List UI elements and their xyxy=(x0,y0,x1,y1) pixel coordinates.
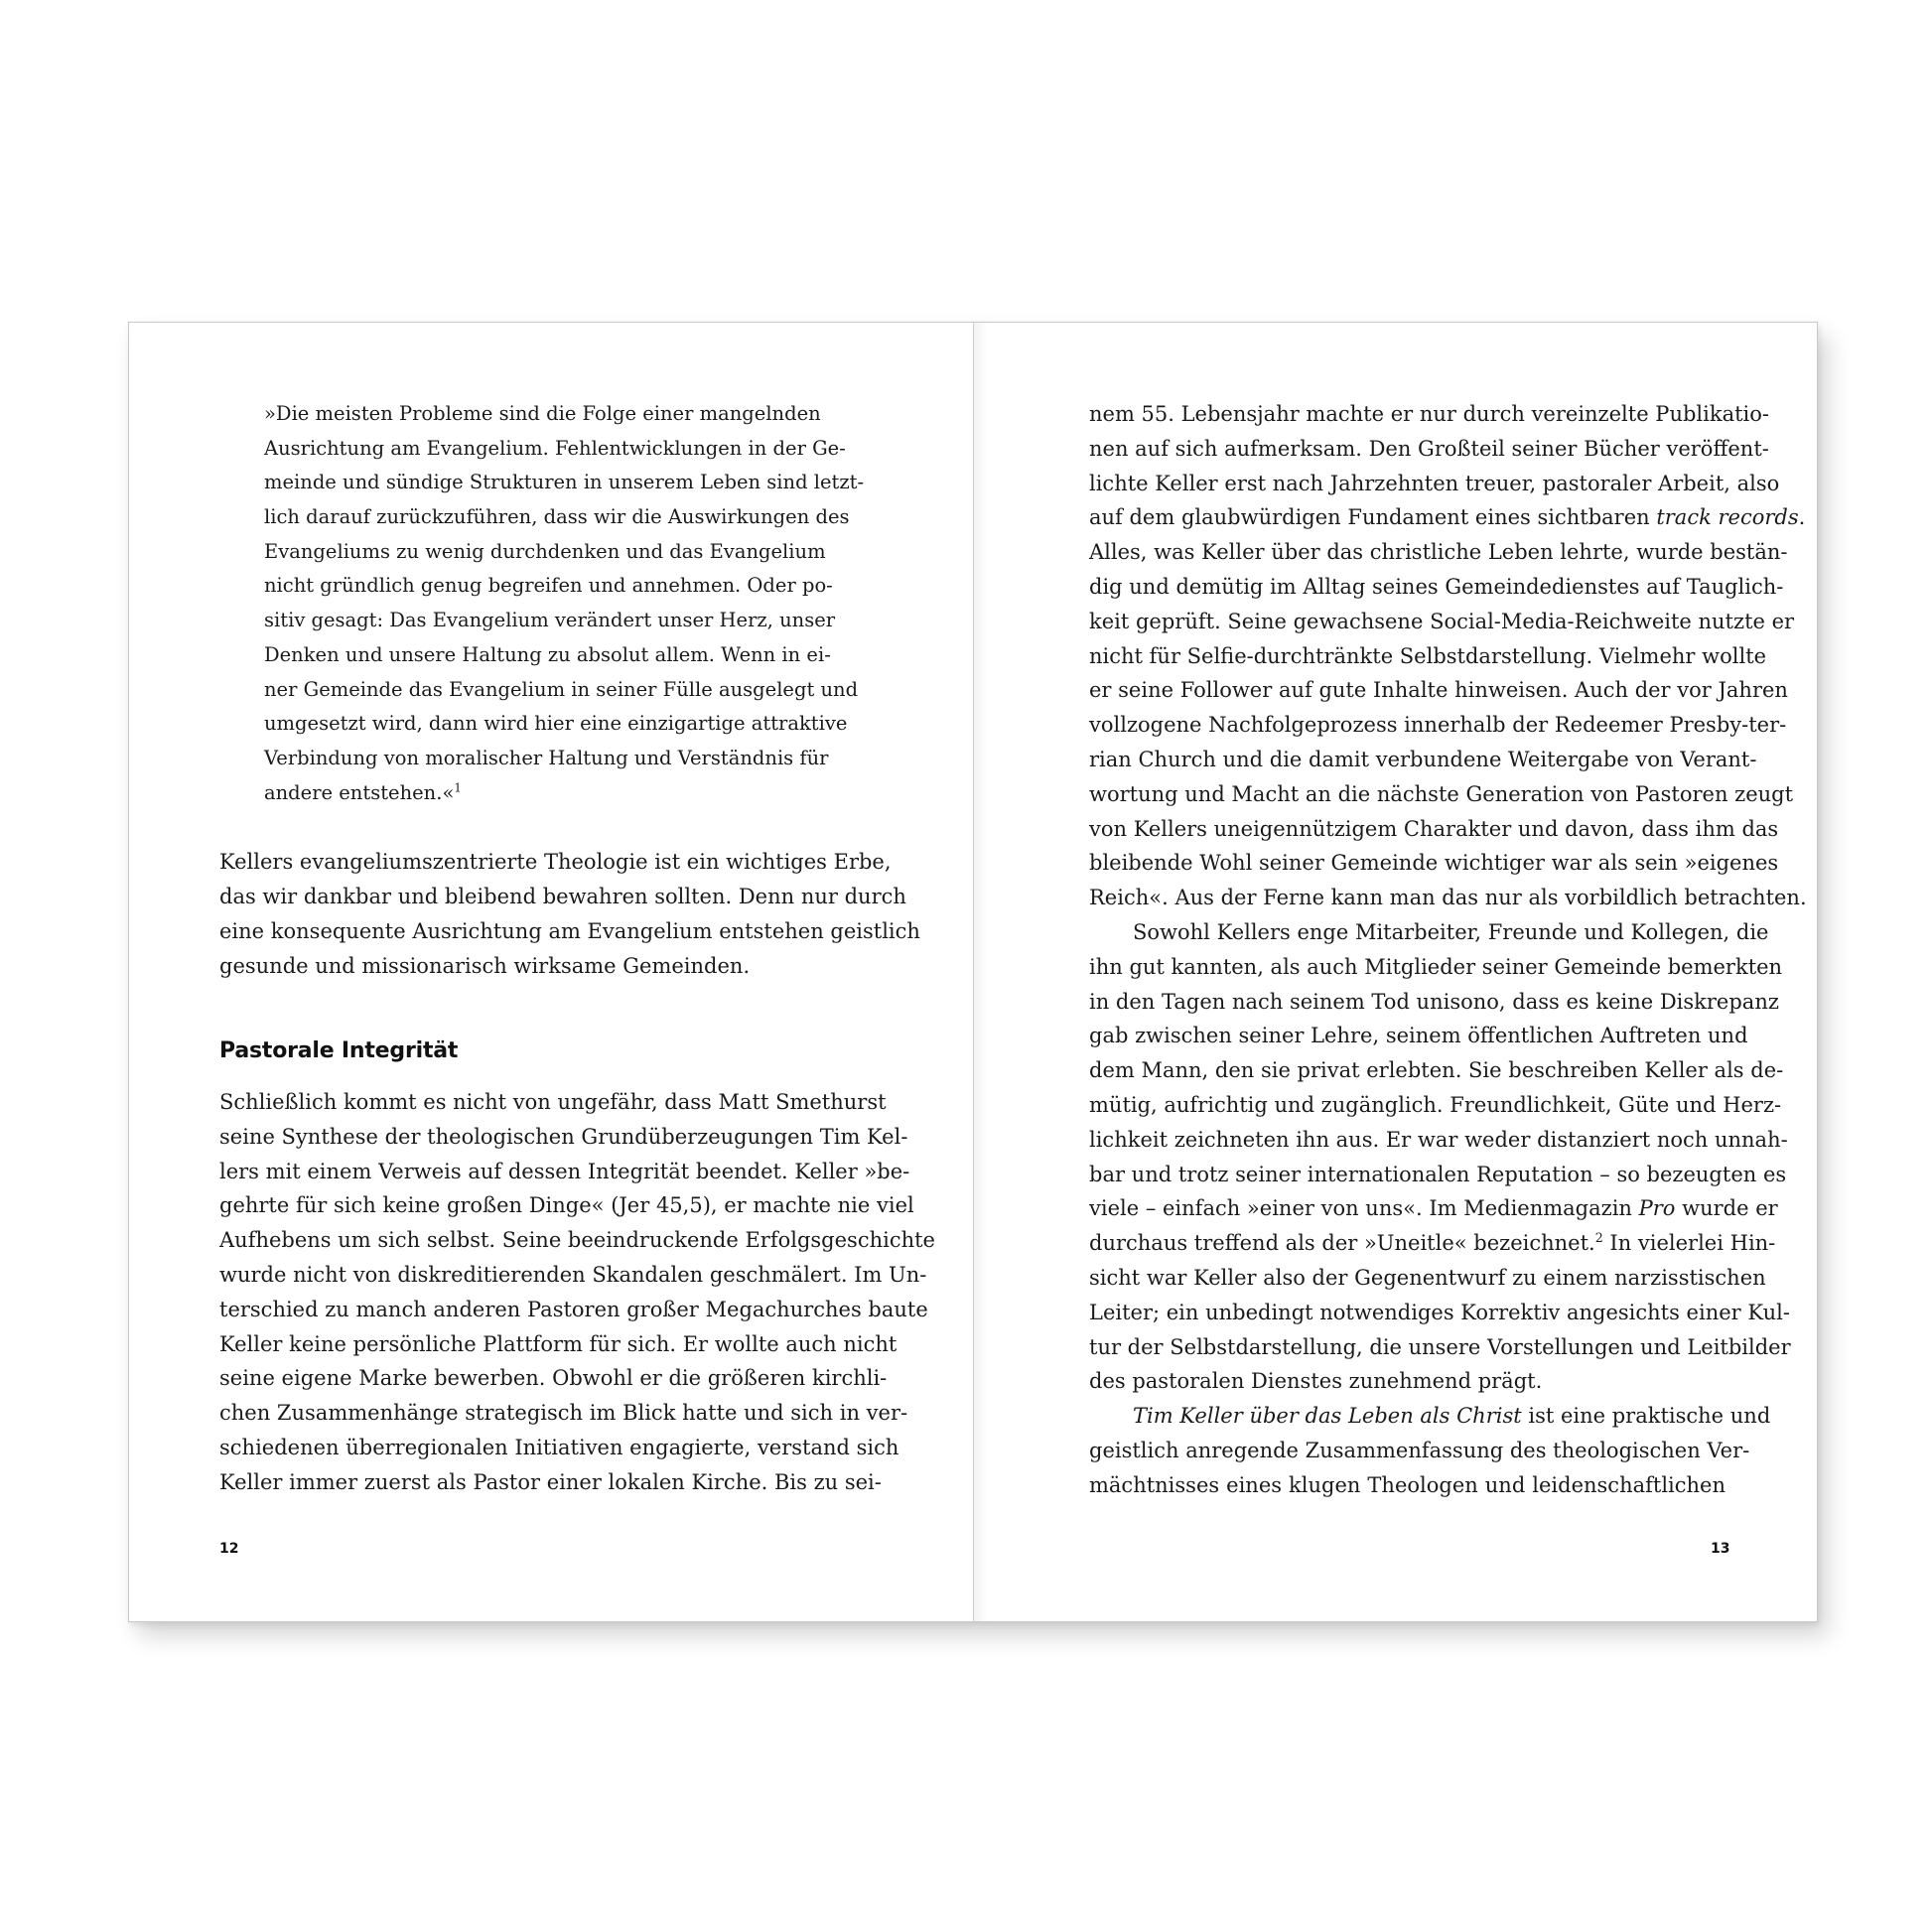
text-segment: auf dem glaubwürdigen Fundament eines sichtbaren xyxy=(1089,505,1657,530)
quote-line: sitiv gesagt: Das Evangelium verändert unser Herz, unser xyxy=(264,609,836,632)
quote-line: Evangeliums zu wenig durchdenken und das Evangelium xyxy=(264,539,826,563)
body-line: Alles, was Keller über das christliche Leben lehrte, wurde bestän- xyxy=(1089,540,1788,565)
block-quote xyxy=(264,397,865,810)
body-line: Schließlich kommt es nicht von ungefähr, dass Matt Smethurst xyxy=(219,1090,887,1114)
page-number-left: 12 xyxy=(219,1541,239,1557)
body-line: von Kellers uneigennützigem Charakter und davon, dass ihm das xyxy=(1089,816,1779,841)
body-line: Leiter; ein unbedingt notwendiges Korrektiv angesichts einer Kul- xyxy=(1089,1300,1790,1324)
body-line: mächtnisses eines klugen Theologen und leidenschaftlichen xyxy=(1089,1472,1725,1497)
body-line: dem Mann, den sie privat erlebten. Sie beschreiben Keller als de- xyxy=(1089,1058,1784,1083)
quote-line: umgesetzt wird, dann wird hier eine einzigartige attraktive xyxy=(264,712,848,736)
body-line: nicht für Selfie-durchtränkte Selbstdarstellung. Vielmehr wollte xyxy=(1089,643,1767,668)
quote-line: ner Gemeinde das Evangelium in seiner Fülle ausgelegt und xyxy=(264,677,859,701)
body-line: Kellers evangeliumszentrierte Theologie ist ein wichtiges Erbe, xyxy=(219,850,892,874)
body-line: er seine Follower auf gute Inhalte hinweisen. Auch der vor Jahren xyxy=(1089,678,1788,703)
text-segment: wurde er xyxy=(1675,1196,1778,1221)
body-line: gab zwischen seiner Lehre, seinem öffentlichen Auftreten und xyxy=(1089,1024,1748,1048)
body-line: nem 55. Lebensjahr machte er nur durch vereinzelte Publikatio- xyxy=(1089,402,1769,426)
quote-line: Ausrichtung am Evangelium. Fehlentwicklungen in der Ge- xyxy=(264,436,846,460)
quote-line: nicht gründlich genug begreifen und annehmen. Oder po- xyxy=(264,574,833,598)
body-line: terschied zu manch anderen Pastoren großer Megachurches baute xyxy=(219,1297,928,1321)
quote-line: lich darauf zurückzuführen, dass wir die Auswirkungen des xyxy=(264,505,850,529)
right-page-text xyxy=(1089,397,1807,1503)
quote-line: Denken und unsere Haltung zu absolut allem. Wenn in ei- xyxy=(264,642,831,666)
body-line: sicht war Keller also der Gegenentwurf zu einem narzisstischen xyxy=(1089,1265,1766,1290)
body-line: gesunde und missionarisch wirksame Gemeinden. xyxy=(219,954,751,978)
body-line-pro xyxy=(1089,1191,1778,1226)
body-line: gehrte für sich keine großen Dinge« (Jer 45,5), er machte nie viel xyxy=(219,1193,914,1218)
body-line: nen auf sich aufmerksam. Den Großteil seiner Bücher veröffent- xyxy=(1089,436,1769,461)
text-segment: durchaus treffend als der »Uneitle« bezeichnet. xyxy=(1089,1231,1595,1256)
italic-book-title: Tim Keller über das Leben als Christ xyxy=(1133,1404,1522,1429)
body-line: bar und trotz seiner internationalen Reputation – so bezeugten es xyxy=(1089,1162,1787,1186)
body-line: lichkeit zeichneten ihn aus. Er war weder distanziert noch unnah- xyxy=(1089,1127,1788,1152)
body-line: Sowohl Kellers enge Mitarbeiter, Freunde und Kollegen, die xyxy=(1133,919,1769,944)
body-line: dig und demütig im Alltag seines Gemeindedienstes auf Tauglich- xyxy=(1089,574,1784,599)
body-line-footnote xyxy=(1089,1226,1776,1261)
quote-line: »Die meisten Probleme sind die Folge einer mangelnden xyxy=(264,402,821,425)
body-line: das wir dankbar und bleibend bewahren sollten. Denn nur durch xyxy=(219,885,906,908)
body-line: tur der Selbstdarstellung, die unsere Vorstellungen und Leitbilder xyxy=(1089,1334,1791,1359)
body-line: keit geprüft. Seine gewachsene Social-Media-Reichweite nutzte er xyxy=(1089,609,1795,633)
body-line-track-records xyxy=(1089,500,1806,535)
body-line: chen Zusammenhänge strategisch im Blick hatte und sich in ver- xyxy=(219,1401,908,1426)
italic-term: Pro xyxy=(1638,1196,1676,1221)
body-line: wortung und Macht an die nächste Generation von Pastoren zeugt xyxy=(1089,781,1794,806)
body-line: in den Tagen nach seinem Tod unisono, dass es keine Diskrepanz xyxy=(1089,989,1779,1014)
body-line: seine Synthese der theologischen Grundüberzeugungen Tim Kel- xyxy=(219,1124,908,1149)
quote-end-text: andere entstehen.« xyxy=(264,780,455,804)
paragraph-gospel-legacy xyxy=(219,845,920,984)
body-line: des pastoralen Dienstes zunehmend prägt. xyxy=(1089,1369,1543,1394)
text-segment: In vielerlei Hin- xyxy=(1602,1231,1776,1256)
text-segment: . xyxy=(1798,505,1806,530)
text-segment: viele – einfach »einer von uns«. Im Medienmagazin xyxy=(1089,1196,1639,1221)
body-line: geistlich anregende Zusammenfassung des theologischen Ver- xyxy=(1089,1438,1750,1462)
footnote-marker-2: 2 xyxy=(1594,1230,1603,1246)
body-line: bleibende Wohl seiner Gemeinde wichtiger war als sein »eigenes xyxy=(1089,851,1779,876)
paragraph-integrity xyxy=(219,1085,935,1500)
body-line: schiedenen überregionalen Initiativen engagierte, verstand sich xyxy=(219,1435,899,1459)
footnote-marker-1: 1 xyxy=(454,780,462,795)
quote-line: Verbindung von moralischer Haltung und Verständnis für xyxy=(264,746,829,769)
quote-line: meinde und sündige Strukturen in unserem Leben sind letzt- xyxy=(264,471,865,494)
body-line: mütig, aufrichtig und zugänglich. Freundlichkeit, Güte und Herz- xyxy=(1089,1092,1782,1117)
italic-term: track records xyxy=(1656,505,1799,530)
body-line: Keller immer zuerst als Pastor einer lokalen Kirche. Bis zu sei- xyxy=(219,1469,882,1494)
body-line: wurde nicht von diskreditierenden Skandalen geschmälert. Im Un- xyxy=(219,1262,927,1287)
body-line: ihn gut kannten, als auch Mitglieder seiner Gemeinde bemerkten xyxy=(1089,954,1783,979)
body-line: seine eigene Marke bewerben. Obwohl er die größeren kirchli- xyxy=(219,1366,888,1391)
quote-line-last xyxy=(264,776,810,811)
body-line: rian Church und die damit verbundene Weitergabe von Verant- xyxy=(1089,747,1757,771)
body-line-book-title xyxy=(1089,1399,1771,1434)
body-line: lichte Keller erst nach Jahrzehnten treuer, pastoraler Arbeit, also xyxy=(1089,471,1780,495)
body-line: Reich«. Aus der Ferne kann man das nur als vorbildlich betrachten. xyxy=(1089,886,1807,910)
body-line: Keller keine persönliche Plattform für sich. Er wollte auch nicht xyxy=(219,1331,897,1356)
page-number-right: 13 xyxy=(1711,1541,1730,1557)
body-line: eine konsequente Ausrichtung am Evangelium entstehen geistlich xyxy=(219,919,920,943)
text-segment: ist eine praktische und xyxy=(1521,1404,1771,1429)
spine-shadow xyxy=(974,323,988,1621)
body-line: vollzogene Nachfolgeprozess innerhalb der Redeemer Presby-ter- xyxy=(1089,713,1787,738)
body-line: Aufhebens um sich selbst. Seine beeindruckende Erfolgsgeschichte xyxy=(219,1228,935,1253)
section-heading: Pastorale Integrität xyxy=(219,1038,459,1063)
body-line: lers mit einem Verweis auf dessen Integrität beendet. Keller »be- xyxy=(219,1159,910,1183)
